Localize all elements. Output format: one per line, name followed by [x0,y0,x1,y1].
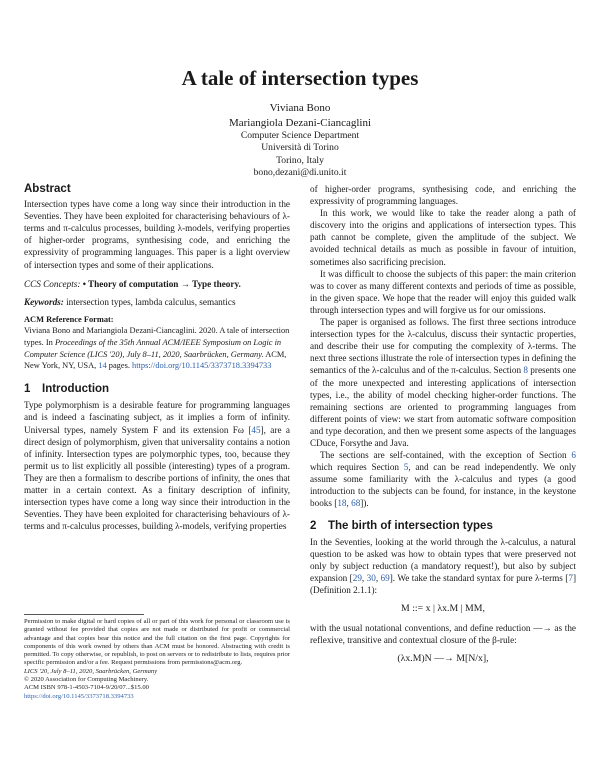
citation-link[interactable]: 7 [568,572,573,583]
reference-doi-link[interactable]: https://doi.org/10.1145/3373718.3394733 [132,361,272,371]
intro-text: ], are a direct design of polymorphism, given that universality contains a notion of infinity. Intersection types are polymorphic types, too, because they permit us to list explicitly all possible (interesting) types of a program. They are then a formalism to describe portions of infinity, the ones that matter in a certain context. As a finitary description of infinity, intersection types have come a long way since their introduction in the Seventies. They have been exploited for characterising behaviours of λ-terms and π-calculus processes, building λ-models, verifying properties [24,424,290,532]
university: Università di Torino [261,142,339,154]
author-name: Viviana Bono [269,102,331,114]
reference-pages-suffix: pages. [108,361,130,371]
citation-link[interactable]: 68 [351,498,361,509]
paragraph-text: presents one of the more unexpected and interesting applications of intersection types, i.e., the ability of model checking higher-order functions. The remaining sections are oriented to programming languages from different points of view: we start from automatic software composition and type decoration, and then we present some aspects of the languages CDuce, Forsythe and Java. [310,365,576,448]
affiliation-block [0,130,600,180]
paragraph: of higher-order programs, synthesising code, and enriching the expressivity of programming languages. [310,184,576,207]
author-list [0,101,600,131]
reference-publisher: ACM, New York, NY, USA, [24,349,287,371]
author-name: Mariangiola Dezani-Ciancaglini [228,117,372,129]
right-column [310,183,576,672]
paragraph-text: ]). [360,498,369,509]
paper-title: A tale of intersection types [181,66,419,90]
reference-format [24,325,290,372]
section-1-heading [24,383,290,395]
paragraph [310,316,576,449]
city: Torino, Italy [276,154,324,166]
section-title: The birth of intersection types [328,519,493,532]
paragraph-text: The paper is organised as follows. The first three sections introduce intersection types for the λ-calculus, discuss their syntactic properties, and describe their use for computing the complexity of λ-terms. The next three sections illustrate the role of intersection types in defining the semantics of the λ-calculus and of the π-calculus. Section [310,317,576,376]
paragraph-text: ]. We take the standard syntax for pure λ-terms [ [389,572,569,583]
equation-syntax: M ::= x | λx.M | MM, [401,603,485,615]
footnote-doi-link[interactable]: https://doi.org/10.1145/3373718.3394733 [24,692,134,700]
section-2-heading [310,520,576,532]
reference-venue: Proceedings of the 35th Annual ACM/IEEE Symposium on Logic in Computer Science (LICS '20), July 8–11, 2020, Saarbrücken, Germany. [24,337,282,359]
paragraph: In the Seventies, looking at the world through the λ-calculus, a natural question to be asked was how to obtain types that were preserved not only by subject reduction (a mandatory request!), but also by subject expansion [29, 30, 69]. We take the standard syntax for pure λ-terms [7] (Definition 2.1.1): [310,536,577,595]
reference-authors: Viviana Bono and Mariangiola Dezani-Ciancaglini. 2020. A tale of intersection types. In [24,326,290,347]
ccs-concepts [24,278,290,290]
abstract-text: Intersection types have come a long way since their introduction in the Seventies. They have been exploited for characterising behaviours of λ-terms and π-calculus processes, building λ-models, verifying properties of higher-order programs, synthesising code, and enriching the expressivity of programming languages. This paper is a light overview of intersection types and some of their applications. [24,199,290,270]
citation-link[interactable]: 30 [366,572,376,583]
footnote-block [24,618,290,701]
footnote-rule [24,614,144,615]
paragraph-text: The sections are self-contained, with the exception of Section [320,450,572,461]
reference-heading: ACM Reference Format: [24,314,114,324]
permission-notice: Permission to make digital or hard copies of all or part of this work for personal or classroom use is granted without fee provided that copies are not made or distributed for profit or commercial advantage and that copies bear this notice and the full citation on the first page. Copyrights for components of this work owned by others than ACM must be honored. Abstracting with credit is permitted. To copy otherwise, or republish, to post on servers or to redistribute to lists, requires prior specific permission and/or a fee. Request permissions from permissions@acm.org. [24,618,290,667]
paragraph-text: , and can be read independently. We only assume some familiarity with the λ-calculus and types (a good introduction to the subjects can be found, for instance, in the keystone books [ [310,462,576,509]
keywords [24,296,290,308]
section-link[interactable]: 8 [523,365,528,376]
footnote-copyright: © 2020 Association for Computing Machinery. [24,676,149,684]
footnote-isbn: ACM ISBN 978-1-4503-7104-9/20/07...$15.00 [24,684,149,692]
citation-link[interactable]: 18 [337,498,347,509]
department: Computer Science Department [240,130,360,141]
paragraph: with the usual notational conventions, and define reduction —→ as the reflexive, transitive and contextual closure of the β-rule: [310,623,576,646]
left-column [24,183,290,532]
paragraph: The sections are self-contained, with the exception of Section 6 which requires Section 5, and can be read independently. We only assume some familiarity with the λ-calculus and types (a good introduction to the subjects can be found, for instance, in the keystone books [18, 68]). [310,450,576,509]
citation-link[interactable]: 69 [380,572,390,583]
keywords-text: intersection types, lambda calculus, semantics [66,296,236,307]
section-number: 2 [310,519,317,532]
email: bono,dezani@di.unito.it [253,167,347,179]
paragraph-text: which requires Section [310,462,404,473]
paragraph-text: In the Seventies, looking at the world through the λ-calculus, a natural question to be asked was how to obtain types that were preserved not only by subject reduction (a mandatory request!), but also by subject expansion [ [310,536,576,583]
abstract-heading: Abstract [24,183,71,195]
section-link[interactable]: 6 [571,450,576,461]
ccs-text: • Theory of computation → Type theory. [82,278,241,289]
paragraph: It was difficult to choose the subjects of this paper: the main criterion was to cover as many different contexts and periods of time as possible, in the given space. We hope that the reader will enjoy this guided walk through intersection types and will forgive us for our omissions. [310,268,576,315]
intro-text: Type polymorphism is a desirable feature for programming languages and is indeed a fascinating subject, as it implies a form of infinity. Universal types, namely System F and its extension Fω [ [24,400,290,435]
reference-pages-link[interactable]: 14 [98,361,107,371]
footnote-venue: LICS '20, July 8–11, 2020, Saarbrücken, Germany [24,667,158,675]
citation-link[interactable]: 45 [251,424,261,435]
paragraph-text: ] (Definition 2.1.1): [310,572,577,595]
intro-paragraph [24,399,290,532]
citation-link[interactable]: 29 [352,572,362,583]
equation-beta-rule: (λx.M)N —→ M[N/x], [397,653,489,665]
section-number: 1 [24,383,31,396]
section-link[interactable]: 5 [403,462,409,473]
paragraph: In this work, we would like to take the reader along a path of discovery into the origins and applications of intersection types. This path cannot be complete, given the amplitude of the subject. We avoided technical details as much as possible in favour of intuition, sometimes also sacrificing precision. [310,208,576,267]
keywords-label: Keywords: [24,296,64,307]
section-title: Introduction [42,383,110,396]
ccs-label: CCS Concepts: [24,278,81,289]
